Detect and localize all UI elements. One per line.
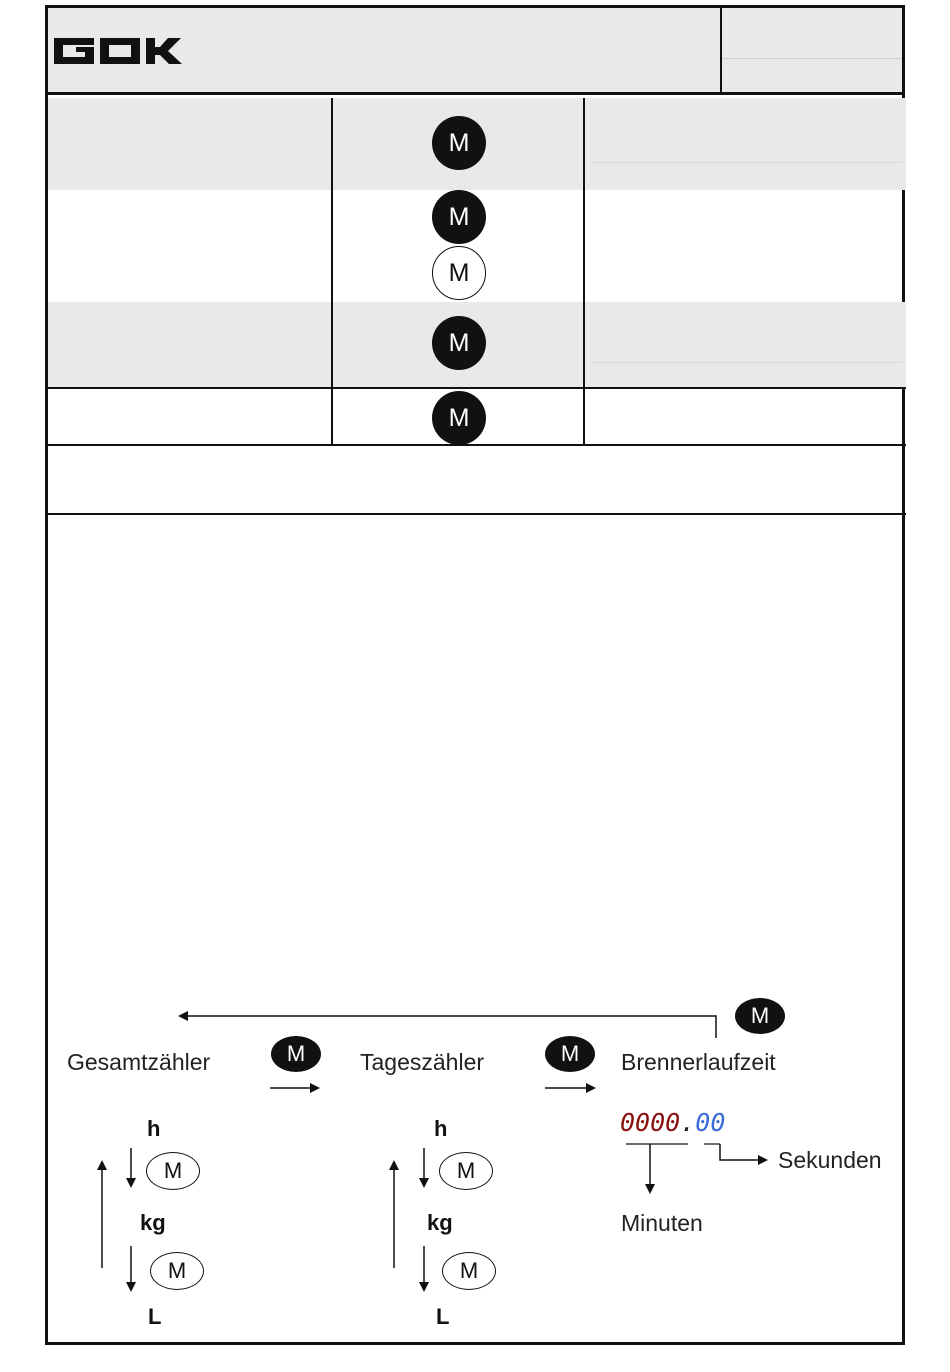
m-button-col1-1[interactable]: M (146, 1152, 200, 1190)
m-button-forward-2[interactable]: M (545, 1036, 595, 1072)
m-button-row-3[interactable]: M (432, 316, 486, 370)
label-minuten: Minuten (621, 1210, 703, 1236)
m-button-row-4[interactable]: M (432, 391, 486, 445)
m-button-loop[interactable]: M (735, 998, 785, 1034)
col2-unit-kg: kg (427, 1210, 453, 1235)
m-button-row-2-filled[interactable]: M (432, 190, 486, 244)
m-button-row-2-outline[interactable]: M (432, 246, 486, 300)
col1-unit-h: h (147, 1116, 161, 1141)
label-sekunden: Sekunden (778, 1147, 882, 1173)
m-button-col2-1[interactable]: M (439, 1152, 493, 1190)
m-button-forward-1[interactable]: M (271, 1036, 321, 1072)
m-button-col2-2[interactable]: M (442, 1252, 496, 1290)
runtime-display: 0000.00 (620, 1108, 726, 1137)
col2-unit-h: h (434, 1116, 448, 1141)
return-arrow (180, 1016, 716, 1038)
col2-unit-l: L (436, 1304, 450, 1329)
m-button-row-1[interactable]: M (432, 116, 486, 170)
seconds-arrow (720, 1144, 766, 1160)
col1-unit-kg: kg (140, 1210, 166, 1235)
col1-unit-l: L (148, 1304, 162, 1329)
label-gesamtzaehler: Gesamtzähler (67, 1049, 211, 1075)
m-button-col1-2[interactable]: M (150, 1252, 204, 1290)
label-tageszaehler: Tageszähler (360, 1049, 485, 1075)
label-brennerlaufzeit: Brennerlaufzeit (621, 1049, 776, 1075)
